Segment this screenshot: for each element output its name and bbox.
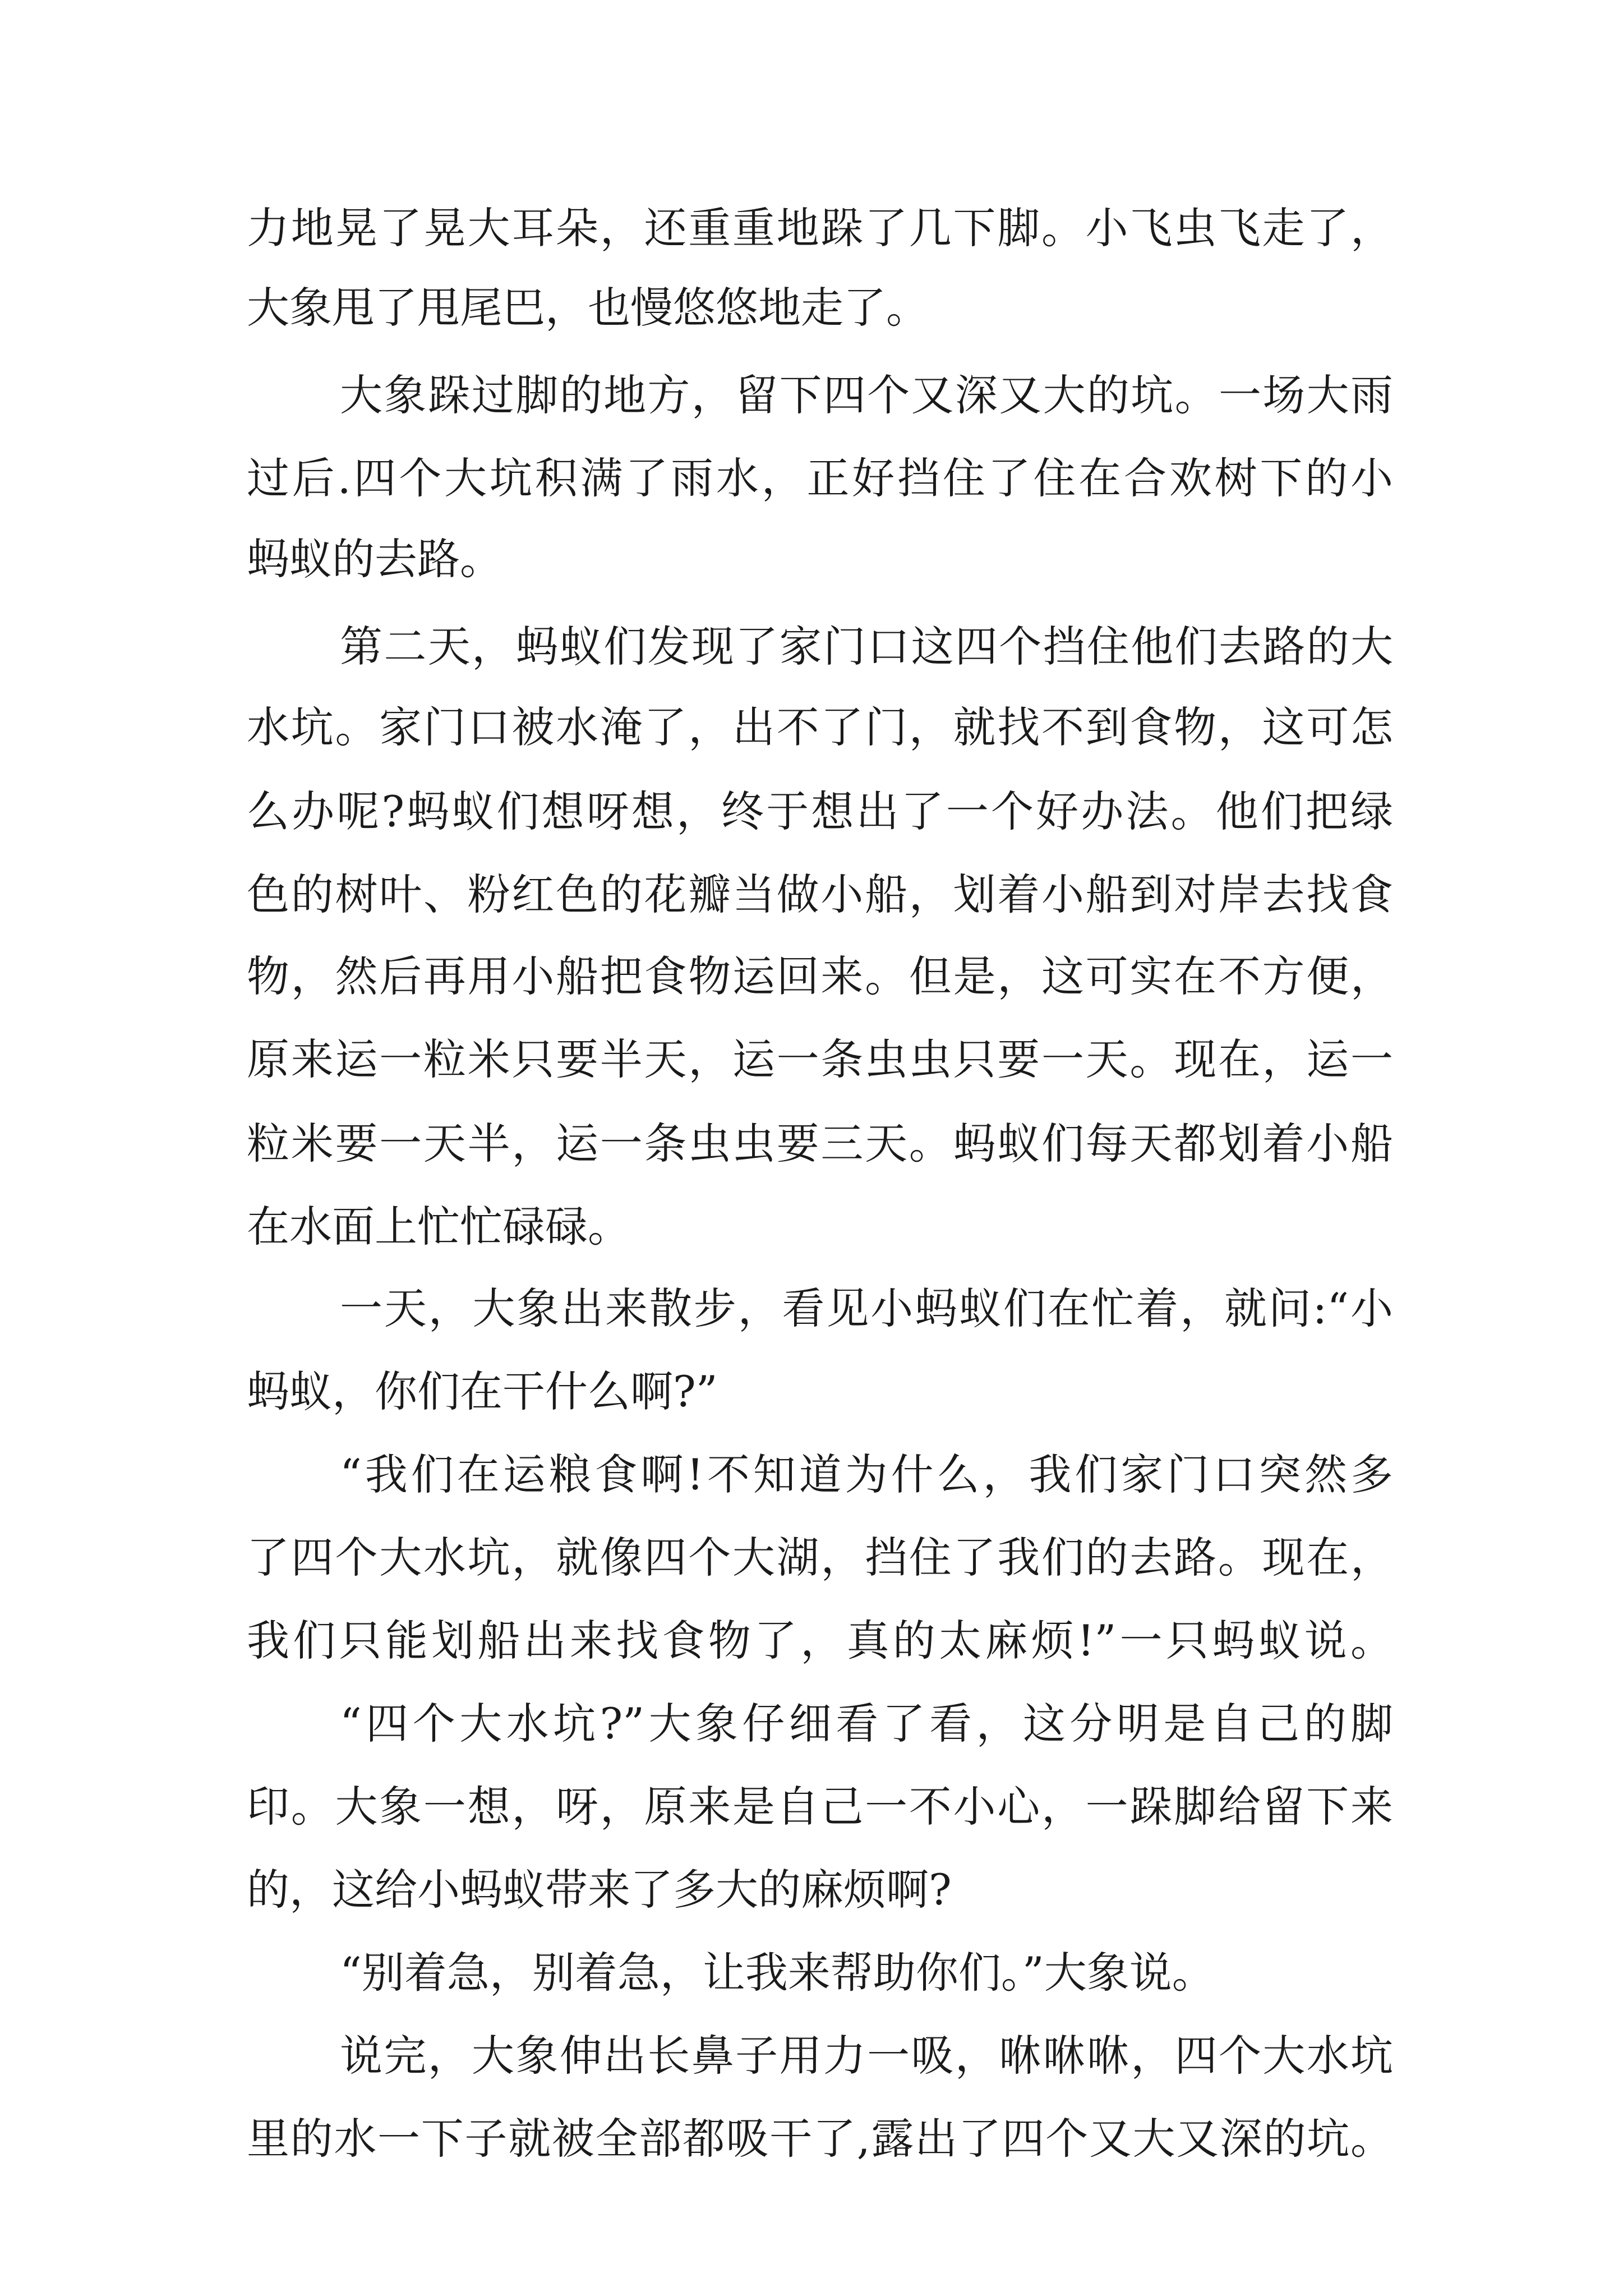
text-line: 我们只能划船出来找食物了，真的太麻烦!”一只蚂蚁说。 xyxy=(247,1616,1393,1665)
text-line: 色的树叶、粉红色的花瓣当做小船，划着小船到对岸去找食 xyxy=(247,869,1393,919)
text-line: 的，这给小蚂蚁带来了多大的麻烦啊? xyxy=(247,1865,952,1915)
text-line: 过后.四个大坑积满了雨水，正好挡住了住在合欢树下的小 xyxy=(247,453,1393,503)
text-line: 水坑。家门口被水淹了，出不了门，就找不到食物，这可怎 xyxy=(247,702,1393,752)
text-line: 一天，大象出来散步，看见小蚂蚁们在忙着，就问:“小 xyxy=(340,1283,1393,1333)
text-line: 在水面上忙忙碌碌。 xyxy=(247,1202,630,1251)
text-line: 力地晃了晃大耳朵，还重重地跺了几下脚。小飞虫飞走了， xyxy=(247,203,1393,253)
text-line: 粒米要一天半，运一条虫虫要三天。蚂蚁们每天都划着小船 xyxy=(247,1119,1393,1168)
text-line: 么办呢?蚂蚁们想呀想，终于想出了一个好办法。他们把绿 xyxy=(247,786,1393,836)
text-line: 大象跺过脚的地方，留下四个又深又大的坑。一场大雨 xyxy=(340,370,1393,420)
text-line: 第二天，蚂蚁们发现了家门口这四个挡住他们去路的大 xyxy=(340,622,1393,671)
text-line: 印。大象一想，呀，原来是自己一不小心，一跺脚给留下来 xyxy=(247,1782,1393,1832)
text-line: “别着急，别着急，让我来帮助你们。”大象说。 xyxy=(340,1948,1215,1998)
text-line: “四个大水坑?”大象仔细看了看，这分明是自己的脚 xyxy=(340,1699,1393,1749)
text-line: 大象甩了甩尾巴，也慢悠悠地走了。 xyxy=(247,283,929,333)
text-line: 说完，大象伸出长鼻子用力一吸，咻咻咻，四个大水坑 xyxy=(340,2031,1393,2081)
text-line: 蚂蚁，你们在干什么啊?” xyxy=(247,1366,718,1416)
text-line: 原来运一粒米只要半天，运一条虫虫只要一天。现在，运一 xyxy=(247,1034,1393,1084)
text-line: 了四个大水坑，就像四个大湖，挡住了我们的去路。现在， xyxy=(247,1533,1393,1582)
text-line: 蚂蚁的去路。 xyxy=(247,534,502,584)
text-line: 物，然后再用小船把食物运回来。但是，这可实在不方便， xyxy=(247,951,1393,1001)
text-line: “我们在运粮食啊!不知道为什么，我们家门口突然多 xyxy=(340,1450,1393,1499)
text-line: 里的水一下子就被全部都吸干了,露出了四个又大又深的坑。 xyxy=(247,2114,1393,2164)
